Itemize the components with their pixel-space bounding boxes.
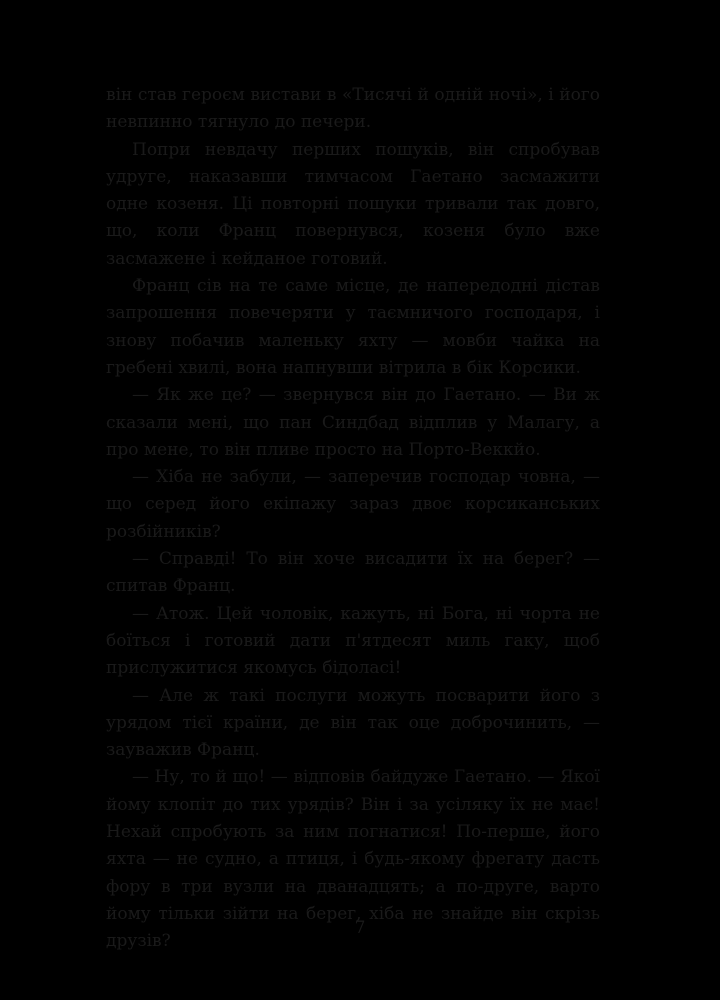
paragraph: — Атож. Цей чоловік, кажуть, ні Бога, ні чорта не боїться і готовий дати п'ятдесят миль гаку, щоб прислужитися якомусь бідоласі! <box>106 603 600 679</box>
paragraph: Попри невдачу перших пошуків, він спробував удруге, наказавши тимчасом Гаетано засмажити одне козеня. Ці повторні пошуки тривали так довго, що, коли Франц повернувся, козеня було вже засмажене і кейданое готовий. <box>106 139 600 269</box>
page-number: 7 <box>354 918 366 938</box>
paragraph: — Як же це? — звернувся він до Гаетано. — Ви ж сказали мені, що пан Синдбад відплив у Малагу, а про мене, то він пливе просто на Порто-Веккйо. <box>106 385 600 460</box>
paragraph: Франц сів на те саме місце, де напередодні дістав запрошення повечеряти у таємничого господаря, і знову побачив маленьку яхту — мовби чайка на гребені хвилі, вона напнувши вітрила в бік Корсики. <box>106 276 600 378</box>
paragraph: — Ну, то й що! — відповів байдуже Гаетано. — Якої йому клопіт до тих урядів? Він і за усіляку їх не має! Нехай спробують за ним погнатися! По-перше, його яхта — не судно, а птиця, і будь-якому фрегату дасть фору в три вузли на дванадцять; а по-друге, варто йому тільки зійти на берег, хіба не знайде він скрізь друзів? <box>106 767 600 952</box>
paragraph: він став героєм вистави в «Тисячі й одній ночі», і його невпинно тягнуло до печери. <box>106 85 600 133</box>
paragraph: — Але ж такі послуги можуть посварити його з урядом тієї країни, де він так оце доброчинить, — зауважив Франц. <box>106 685 600 761</box>
paragraph: — Хіба не забули, — заперечив господар човна, — що серед його екіпажу зараз двоє корсиканських розбійників? <box>106 467 600 542</box>
paragraph: — Справді! То він хоче висадити їх на берег? — спитав Франц. <box>106 549 600 597</box>
body-text <box>106 82 600 956</box>
